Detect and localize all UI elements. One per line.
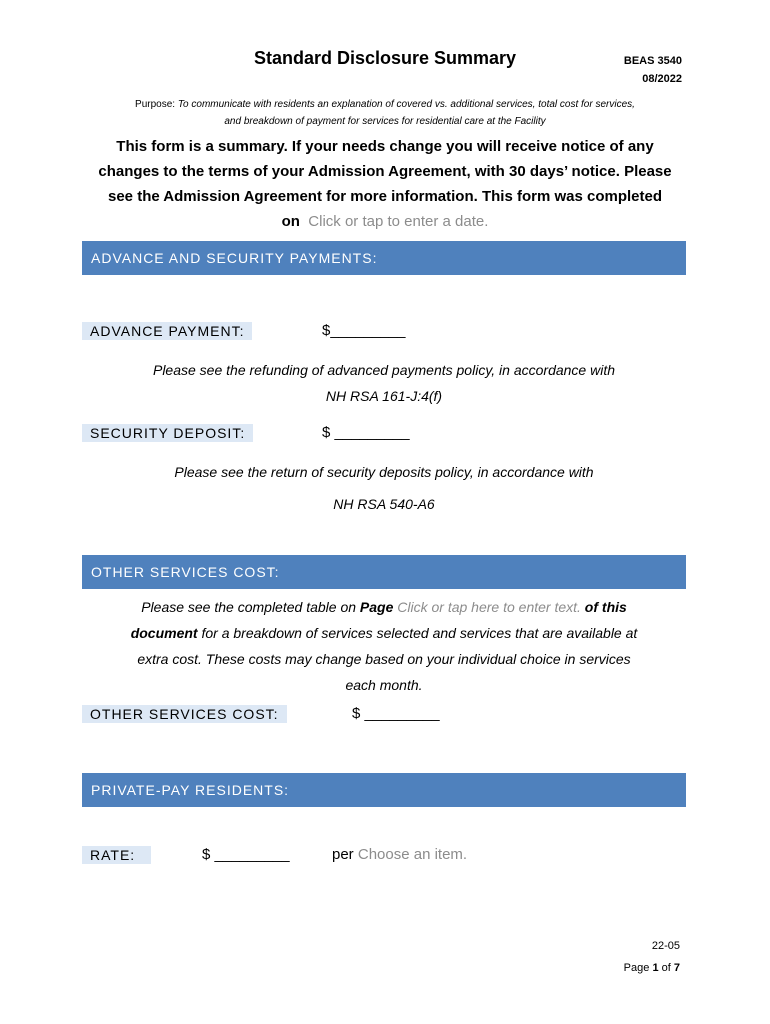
advance-note-line2: NH RSA 161-J:4(f) [325,388,443,404]
form-code: BEAS 3540 [623,55,682,67]
completed-date-field[interactable]: Click or tap to enter a date. [308,213,489,230]
rate-period [332,846,467,863]
rate-period-dropdown[interactable]: Choose an item. [357,846,468,863]
other-note-page-word: Page [359,599,394,615]
private-pay-section-heading: PRIVATE-PAY RESIDENTS: [82,773,686,807]
other-note-start: Please see the completed table on [141,599,357,615]
security-deposit-note-line1: Please see the return of security deposits policy, in accordance with [174,464,594,480]
advance-payment-field[interactable]: $_________ [322,322,406,339]
page-word: Page [623,962,650,974]
summary-paragraph [60,134,710,234]
advance-security-section-heading: ADVANCE AND SECURITY PAYMENTS: [82,241,686,275]
other-services-cost-field[interactable]: $ _________ [352,705,440,722]
other-note-of-this: of this [584,599,627,615]
other-note-line4: each month. [345,677,423,693]
security-deposit-label: SECURITY DEPOSIT: [82,424,253,442]
other-note-line3: extra cost. These costs may change based on your individual choice in services [137,651,631,667]
of-word: of [661,962,671,974]
summary-line3: see the Admission Agreement for more information. This form was completed [108,188,662,205]
purpose-text-line2: and breakdown of payment for services for residential care at the Facility [224,116,546,127]
other-services-cost-label: OTHER SERVICES COST: [82,705,287,723]
advance-payment-label: ADVANCE PAYMENT: [82,322,252,340]
page-number: 1 [652,962,659,974]
form-date: 08/2022 [642,73,682,85]
security-deposit-field[interactable]: $ _________ [322,424,410,441]
footer-code: 22-05 [651,940,680,952]
other-note-document-word: document [130,625,198,641]
other-services-section-heading: OTHER SERVICES COST: [82,555,686,589]
other-services-note [82,594,686,698]
page-indicator [624,962,680,974]
advance-note-line1: Please see the refunding of advanced payments policy, in accordance with [152,362,616,378]
rate-field[interactable]: $ _________ [202,846,290,863]
document-title: Standard Disclosure Summary [253,48,517,68]
page-total: 7 [673,962,680,974]
advance-payment-note [82,357,686,409]
purpose-text-line1: To communicate with residents an explanation of covered vs. additional services, total cost for services, [177,99,635,110]
purpose-label: Purpose: [135,99,176,110]
summary-line2: changes to the terms of your Admission Agreement, with 30 days’ notice. Please [98,163,672,180]
summary-line1: This form is a summary. If your needs change you will receive notice of any [116,138,654,155]
purpose-statement [60,96,710,130]
rate-per-word: per [332,846,354,863]
summary-on-word: on [281,213,300,230]
form-code-block [624,52,682,88]
other-note-line2: for a breakdown of services selected and services that are available at [201,625,638,641]
page-number-field[interactable]: Click or tap here to enter text. [397,599,581,615]
security-deposit-note-line2: NH RSA 540-A6 [333,496,435,512]
rate-label: RATE: [82,846,151,864]
